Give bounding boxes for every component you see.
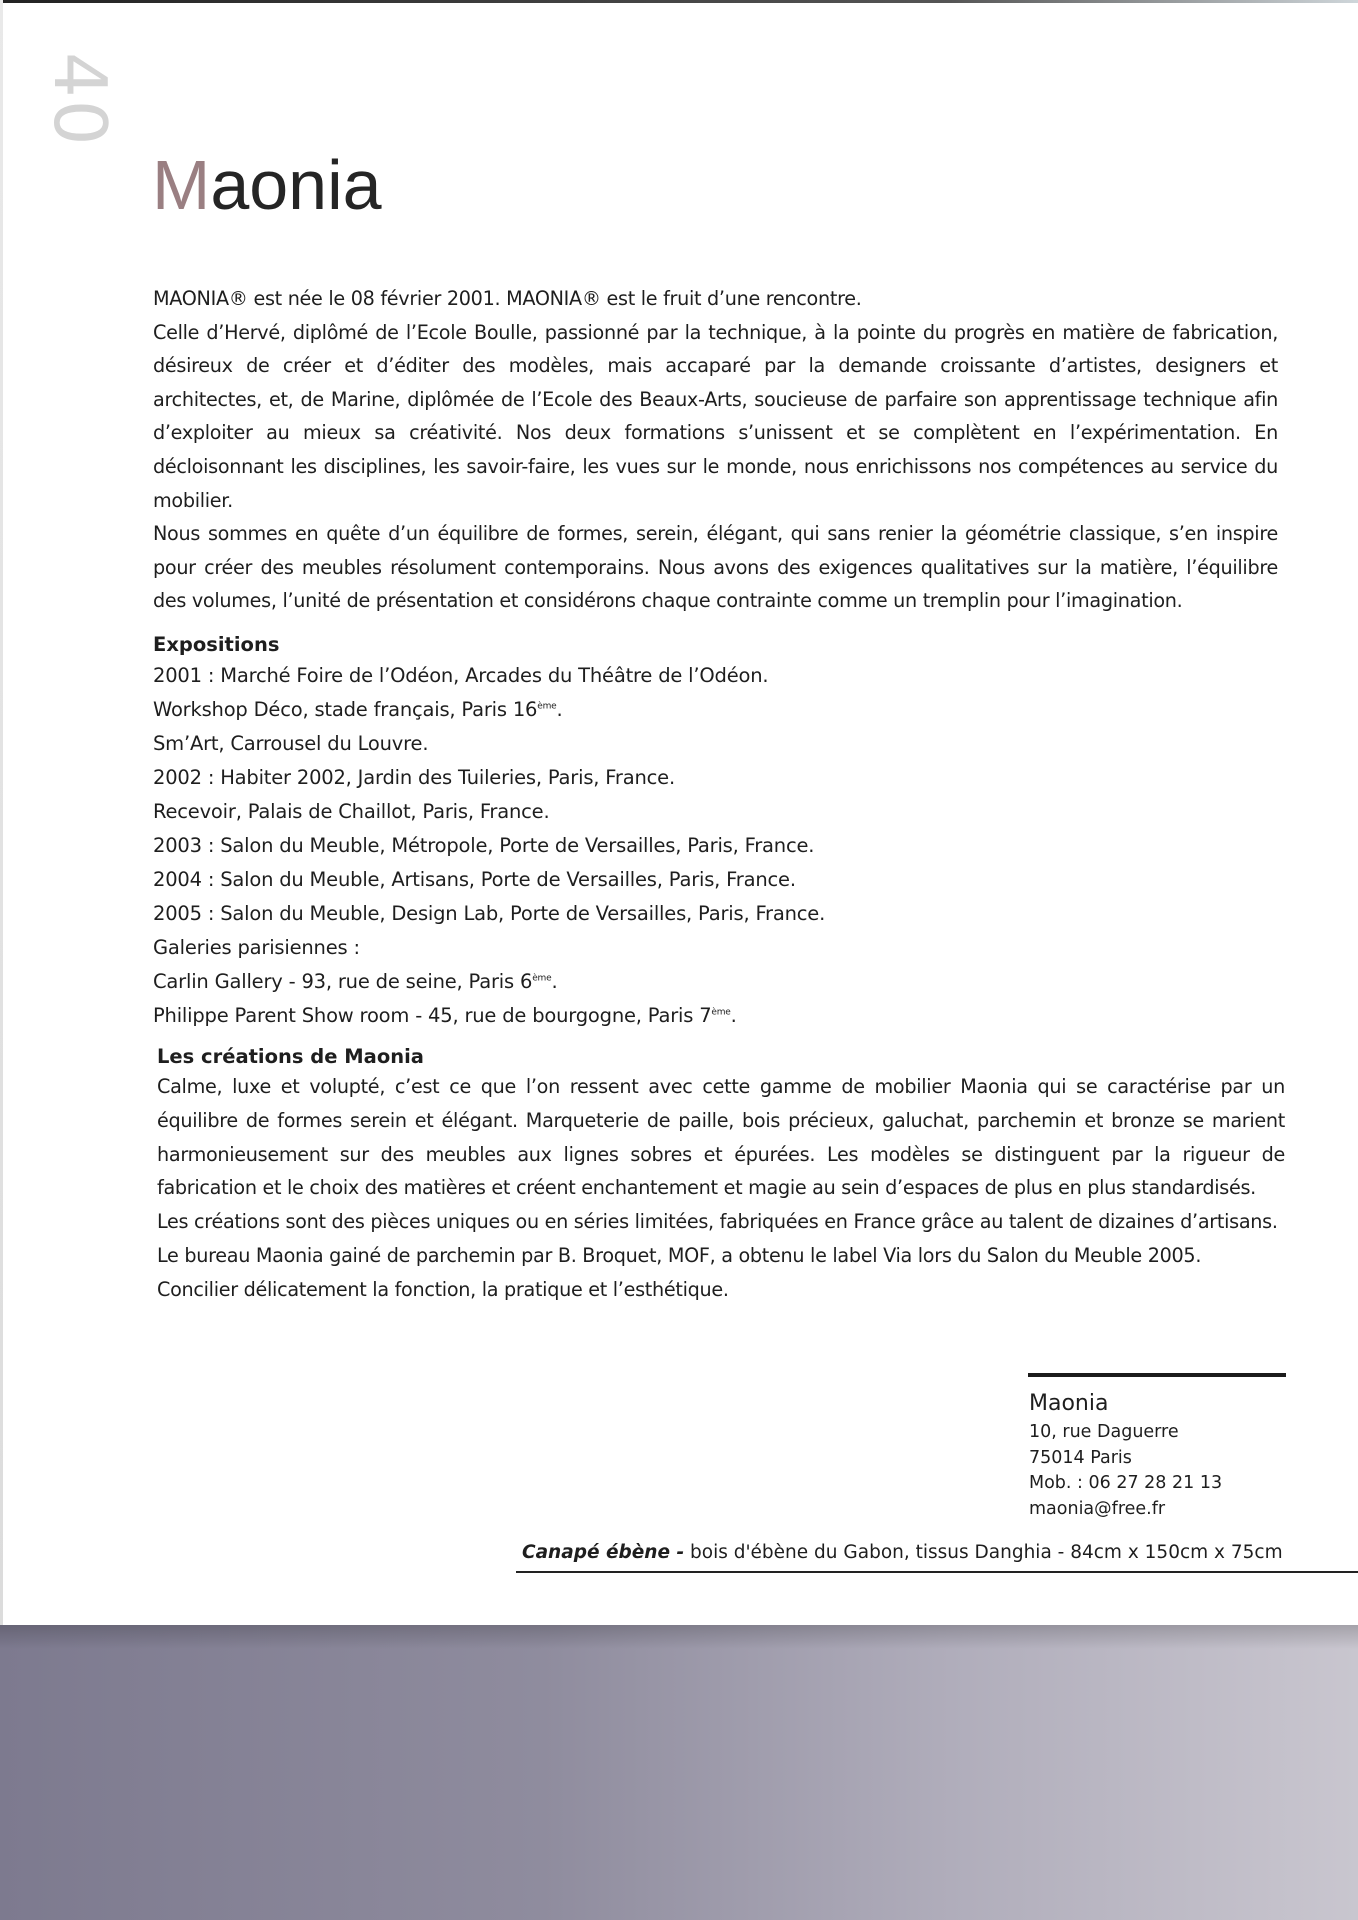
caption-title: Canapé ébène - <box>522 1542 685 1563</box>
intro-paragraph: MAONIA® est née le 08 février 2001. MAONIA® est le fruit d’une rencontre. <box>153 287 862 310</box>
list-item-end: . <box>730 1004 737 1027</box>
title-initial: M <box>152 146 211 224</box>
contact-block <box>1029 1388 1289 1522</box>
ordinal-suffix: ème <box>711 1007 731 1018</box>
contact-divider <box>1028 1373 1286 1377</box>
caption-text: bois d'ébène du Gabon, tissus Danghia - 84cm x 150cm x 75cm <box>684 1542 1283 1563</box>
page-number: 40 <box>38 52 122 148</box>
title-rest: aonia <box>210 146 382 224</box>
caption-underline <box>516 1571 1358 1573</box>
list-item-text: Workshop Déco, stade français, Paris 16 <box>153 698 538 721</box>
page-title <box>152 146 382 224</box>
expositions-list <box>153 659 1053 1033</box>
creations-paragraph: Calme, luxe et volupté, c’est ce que l’on ressent avec cette gamme de mobilier Maonia qui se caractérise par un équilibre de formes serein et élégant. Marqueterie de paille, bois précieux, galuchat, parchemin et bronze se marient harmonieusement sur des meubles aux lignes sobres et épurées. Les modèles se distinguent par la rigueur de fabrication et le choix des matières et créent enchantement et magie au sein d’espaces de plus en plus standardisés. <box>157 1075 1285 1200</box>
list-item-text: Carlin Gallery - 93, rue de seine, Paris 6 <box>153 970 533 993</box>
creations-paragraph: Le bureau Maonia gainé de parchemin par B. Broquet, MOF, a obtenu le label Via lors du Salon du Meuble 2005. <box>157 1243 1202 1267</box>
list-item: 2003 : Salon du Meuble, Métropole, Porte de Versailles, Paris, France. <box>153 834 815 857</box>
list-item: 2005 : Salon du Meuble, Design Lab, Porte de Versailles, Paris, France. <box>153 902 826 925</box>
intro-text <box>153 282 1278 618</box>
list-item: Galeries parisiennes : <box>153 936 360 959</box>
intro-paragraph: Celle d’Hervé, diplômé de l’Ecole Boulle, passionné par la technique, à la pointe du progrès en matière de fabrication, désireux de créer et d’éditer des modèles, mais accaparé par la demande croissante d’artistes, designers et architectes, et, de Marine, diplômée de l’Ecole des Beaux-Arts, soucieuse de parfaire son apprentissage technique afin d’exploiter au mieux sa créativité. Nos deux formations s’unissent et se complètent en l’expérimentation. En décloisonnant les disciplines, les savoir-faire, les vues sur le monde, nous enrichissons nos compétences au service du mobilier. <box>153 320 1278 512</box>
ordinal-suffix: ème <box>537 701 557 712</box>
creations-paragraph: Les créations sont des pièces uniques ou en séries limitées, fabriquées en France grâce au talent de dizaines d’artisans. <box>157 1210 1278 1234</box>
list-item <box>153 999 1053 1033</box>
list-item: Recevoir, Palais de Chaillot, Paris, France. <box>153 800 550 823</box>
contact-address: 10, rue Daguerre <box>1029 1422 1179 1442</box>
intro-paragraph: Nous sommes en quête d’un équilibre de formes, serein, élégant, qui sans renier la géométrie classique, s’en inspire pour créer des meubles résolument contemporains. Nous avons des exigences qualitatives sur la matière, l’équilibre des volumes, l’unité de présentation et considérons chaque contrainte comme un tremplin pour l’imagination. <box>153 522 1278 613</box>
list-item <box>153 965 1053 999</box>
product-caption <box>522 1539 1292 1567</box>
list-item: Sm’Art, Carrousel du Louvre. <box>153 732 429 755</box>
contact-mobile: Mob. : 06 27 28 21 13 <box>1029 1473 1223 1493</box>
contact-name: Maonia <box>1029 1391 1109 1416</box>
contact-email: maonia@free.fr <box>1029 1498 1166 1519</box>
list-item-end: . <box>556 698 563 721</box>
list-item-text: Philippe Parent Show room - 45, rue de bourgogne, Paris 7 <box>153 1004 712 1027</box>
list-item: 2002 : Habiter 2002, Jardin des Tuileries, Paris, France. <box>153 766 675 789</box>
creations-heading: Les créations de Maonia <box>157 1045 424 1068</box>
contact-city: 75014 Paris <box>1029 1447 1132 1468</box>
top-edge-line <box>0 0 1358 3</box>
background-surface <box>0 1625 1358 1920</box>
creations-text <box>157 1070 1285 1307</box>
page-shadow <box>0 1625 1358 1649</box>
expositions-heading: Expositions <box>153 633 280 656</box>
creations-paragraph: Concilier délicatement la fonction, la pratique et l’esthétique. <box>157 1277 729 1301</box>
list-item: 2001 : Marché Foire de l’Odéon, Arcades du Théâtre de l’Odéon. <box>153 664 769 687</box>
list-item <box>153 693 1053 727</box>
list-item: 2004 : Salon du Meuble, Artisans, Porte de Versailles, Paris, France. <box>153 868 796 891</box>
left-page-edge <box>0 0 3 1625</box>
ordinal-suffix: ème <box>532 973 552 984</box>
list-item-end: . <box>551 970 558 993</box>
